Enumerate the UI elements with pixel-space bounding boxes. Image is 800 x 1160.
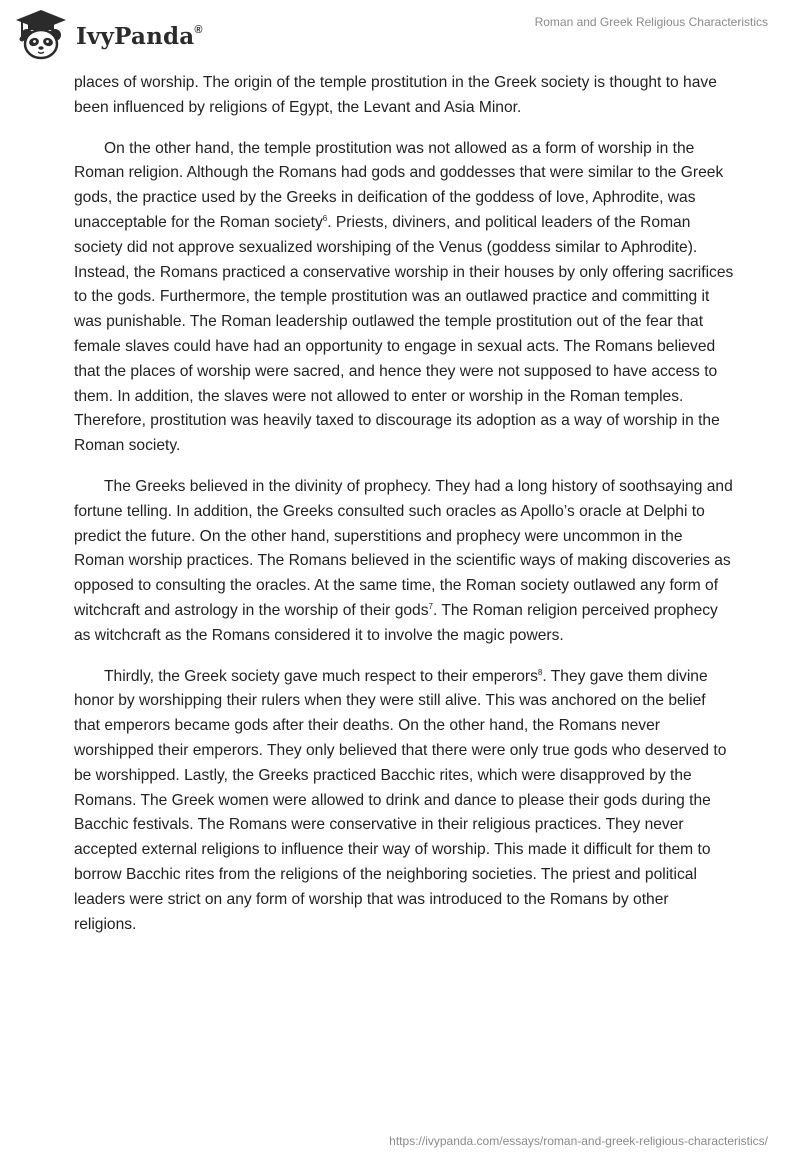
paragraph: Thirdly, the Greek society gave much respect to their emperors$^8$. They gave them divine honor by worshipping their rulers when they were still alive. This was anchored on the belief that emperors became gods after their deaths. On the other hand, the Romans never worshipped their emperors. They only believed that there were only true gods who deserved to be worshipped. Lastly, the Greeks practiced Bacchic rites, which were disapproved by the Romans. The Greek women were allowed to drink and dance to please their gods during the Bacchic festivals. The Romans were conservative in their religious practices. They never accepted external religions to influence their way of worship. This made it difficult for them to borrow Bacchic rites from the religions of the neighboring societies. The priest and political leaders were strict on any form of worship that was introduced to the Romans by other religions. xyxy=(74,667,727,933)
paragraph-continuation: places of worship. The origin of the temple prostitution in the Greek society is thought to have been influenced by religions of Egypt, the Levant and Asia Minor. xyxy=(74,74,717,116)
ivypanda-logo[interactable] xyxy=(14,8,203,62)
footnote-ref[interactable]: 7 xyxy=(428,601,433,611)
document-title: Roman and Greek Religious Characteristics xyxy=(534,15,768,29)
essay-body xyxy=(74,71,734,953)
page-header xyxy=(0,0,800,70)
paragraph: The Greeks believed in the divinity of prophecy. They had a long history of soothsaying and fortune telling. In addition, the Greeks consulted such oracles as Apollo’s oracle at Delphi to predict the future. On the other hand, superstitions and prophecy were uncommon in the Roman worship practices. The Romans believed in the scientific ways of making discoveries as opposed to consulting the oracles. At the same time, the Roman society outlawed any form of witchcraft and astrology in the worship of their gods$^7$. The Roman religion perceived prophecy as witchcraft as the Romans considered it to involve the magic powers. xyxy=(74,477,733,644)
paragraph: On the other hand, the temple prostitution was not allowed as a form of worship in the Roman religion. Although the Romans had gods and goddesses that were similar to the Greek gods, the practice used by the Greeks in deification of the goddess of love, Aphrodite, was unacceptable for the Roman society$^6$. Priests, diviners, and political leaders of the Roman society did not approve sexualized worshiping of the Venus (goddess similar to Aphrodite). Instead, the Romans practiced a conservative worship in their houses by only offering sacrifices to the gods. Furthermore, the temple prostitution was an outlawed practice and committing it was punishable. The Roman leadership outlawed the temple prostitution out of the fear that female slaves could have had an opportunity to engage in sexual acts. The Romans believed that the places of worship were sacred, and hence they were not supposed to have access to them. In addition, the slaves were not allowed to enter or worship in the Roman temples. Therefore, prostitution was heavily taxed to discourage its adoption as a way of worship in the Roman society. xyxy=(74,139,734,455)
brand-name: IvyPanda® xyxy=(76,22,203,50)
panda-graduation-cap-icon xyxy=(14,8,68,62)
footnote-ref[interactable]: 8 xyxy=(537,667,543,677)
source-url[interactable]: https://ivypanda.com/essays/roman-and-greek-religious-characteristics/ xyxy=(389,1134,768,1148)
footnote-ref[interactable]: 6 xyxy=(322,213,328,223)
